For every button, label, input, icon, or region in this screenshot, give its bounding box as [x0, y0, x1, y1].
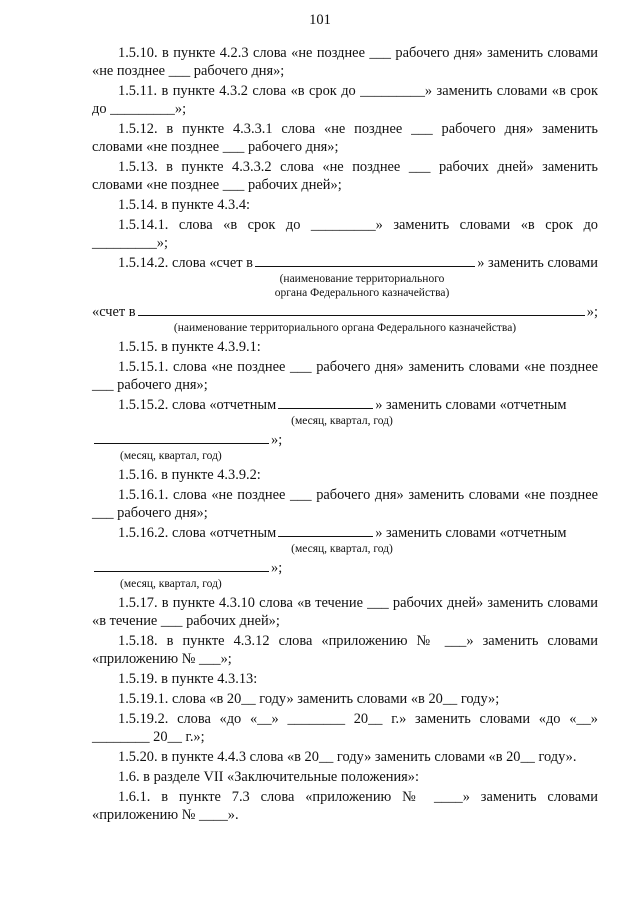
schet-line: [92, 303, 598, 321]
clause-1-5-15-2: [92, 396, 598, 414]
clause-1-5-16-2: [92, 524, 598, 542]
blank-line: [94, 431, 269, 444]
clause-1-5-14-2-end: » заменить словами: [477, 255, 598, 271]
document-body: [92, 44, 598, 826]
caption-territorial-organ-full: (наименование территориального органа Федерального казначейства): [173, 322, 517, 334]
clause-1-5-20: 1.5.20. в пункте 4.4.3 слова «в 20__ году» заменить словами «в 20__ году».: [118, 749, 577, 765]
caption-territorial-organ: (наименование территориального органа Федерального казначейства): [274, 273, 450, 299]
clause-1-5-11: 1.5.11. в пункте 4.3.2 слова «в срок до _________» заменить словами «в срок до _________»;: [92, 83, 598, 117]
clause-1-5-15: 1.5.15. в пункте 4.3.9.1:: [118, 339, 261, 355]
clause-1-5-16-1: 1.5.16.1. слова «не позднее ___ рабочего дня» заменить словами «не позднее ___ рабочего дня»;: [92, 487, 598, 521]
clause-1-5-18: 1.5.18. в пункте 4.3.12 слова «приложению № ___» заменить словами «приложению № ___»;: [92, 633, 598, 667]
clause-1-5-16: 1.5.16. в пункте 4.3.9.2:: [118, 467, 261, 483]
clause-1-5-15-2-end: » заменить словами «отчетным: [375, 397, 567, 413]
clause-1-6-1: 1.6.1. в пункте 7.3 слова «приложению № ____» заменить словами «приложению № ____».: [92, 789, 598, 823]
clause-1-5-19-2: 1.5.19.2. слова «до «__» ________ 20__ г.» заменить словами «до «__» ________ 20__ г.»;: [92, 711, 598, 745]
caption-period-left: (месяц, квартал, год): [120, 450, 222, 462]
blank-line: [255, 254, 475, 267]
clause-1-5-19: 1.5.19. в пункте 4.3.13:: [118, 671, 258, 687]
page-number: 101: [309, 12, 331, 28]
caption-period-2: (месяц, квартал, год): [291, 543, 393, 555]
clause-1-5-19-1: 1.5.19.1. слова «в 20__ году» заменить словами «в 20__ году»;: [118, 691, 500, 707]
clause-1-5-17: 1.5.17. в пункте 4.3.10 слова «в течение ___ рабочих дней» заменить словами «в течение ___ рабочих дней»;: [92, 595, 598, 629]
schet-end: »;: [586, 304, 598, 320]
period-line-2: [92, 559, 598, 577]
blank-line: [278, 524, 373, 537]
clause-1-5-15-2-start: 1.5.15.2. слова «отчетным: [118, 397, 277, 413]
clause-1-5-14-2-start: 1.5.14.2. слова «счет в: [118, 255, 253, 271]
period-end: »;: [271, 432, 283, 448]
clause-1-5-14-1: 1.5.14.1. слова «в срок до _________» заменить словами «в срок до _________»;: [92, 217, 598, 251]
schet-start: «счет в: [92, 304, 136, 320]
clause-1-5-16-2-start: 1.5.16.2. слова «отчетным: [118, 525, 277, 541]
clause-1-5-16-2-end: » заменить словами «отчетным: [375, 525, 567, 541]
caption-period: (месяц, квартал, год): [291, 415, 393, 427]
clause-1-5-14-2: [92, 254, 598, 272]
period-end-2: »;: [271, 560, 283, 576]
clause-1-5-15-1: 1.5.15.1. слова «не позднее ___ рабочего дня» заменить словами «не позднее ___ рабочего дня»;: [92, 359, 598, 393]
blank-line: [94, 559, 269, 572]
clause-1-5-10: 1.5.10. в пункте 4.2.3 слова «не позднее ___ рабочего дня» заменить словами «не позднее ___ рабочего дня»;: [92, 45, 598, 79]
blank-line: [278, 396, 373, 409]
clause-1-6: 1.6. в разделе VII «Заключительные положения»:: [118, 769, 419, 785]
caption-period-left-2: (месяц, квартал, год): [120, 578, 222, 590]
clause-1-5-12: 1.5.12. в пункте 4.3.3.1 слова «не позднее ___ рабочего дня» заменить словами «не позднее ___ рабочего дня»;: [92, 121, 598, 155]
clause-1-5-14: 1.5.14. в пункте 4.3.4:: [118, 197, 251, 213]
blank-line: [138, 303, 585, 316]
clause-1-5-13: 1.5.13. в пункте 4.3.3.2 слова «не позднее ___ рабочих дней» заменить словами «не позднее ___ рабочих дней»;: [92, 159, 598, 193]
period-line: [92, 431, 598, 449]
